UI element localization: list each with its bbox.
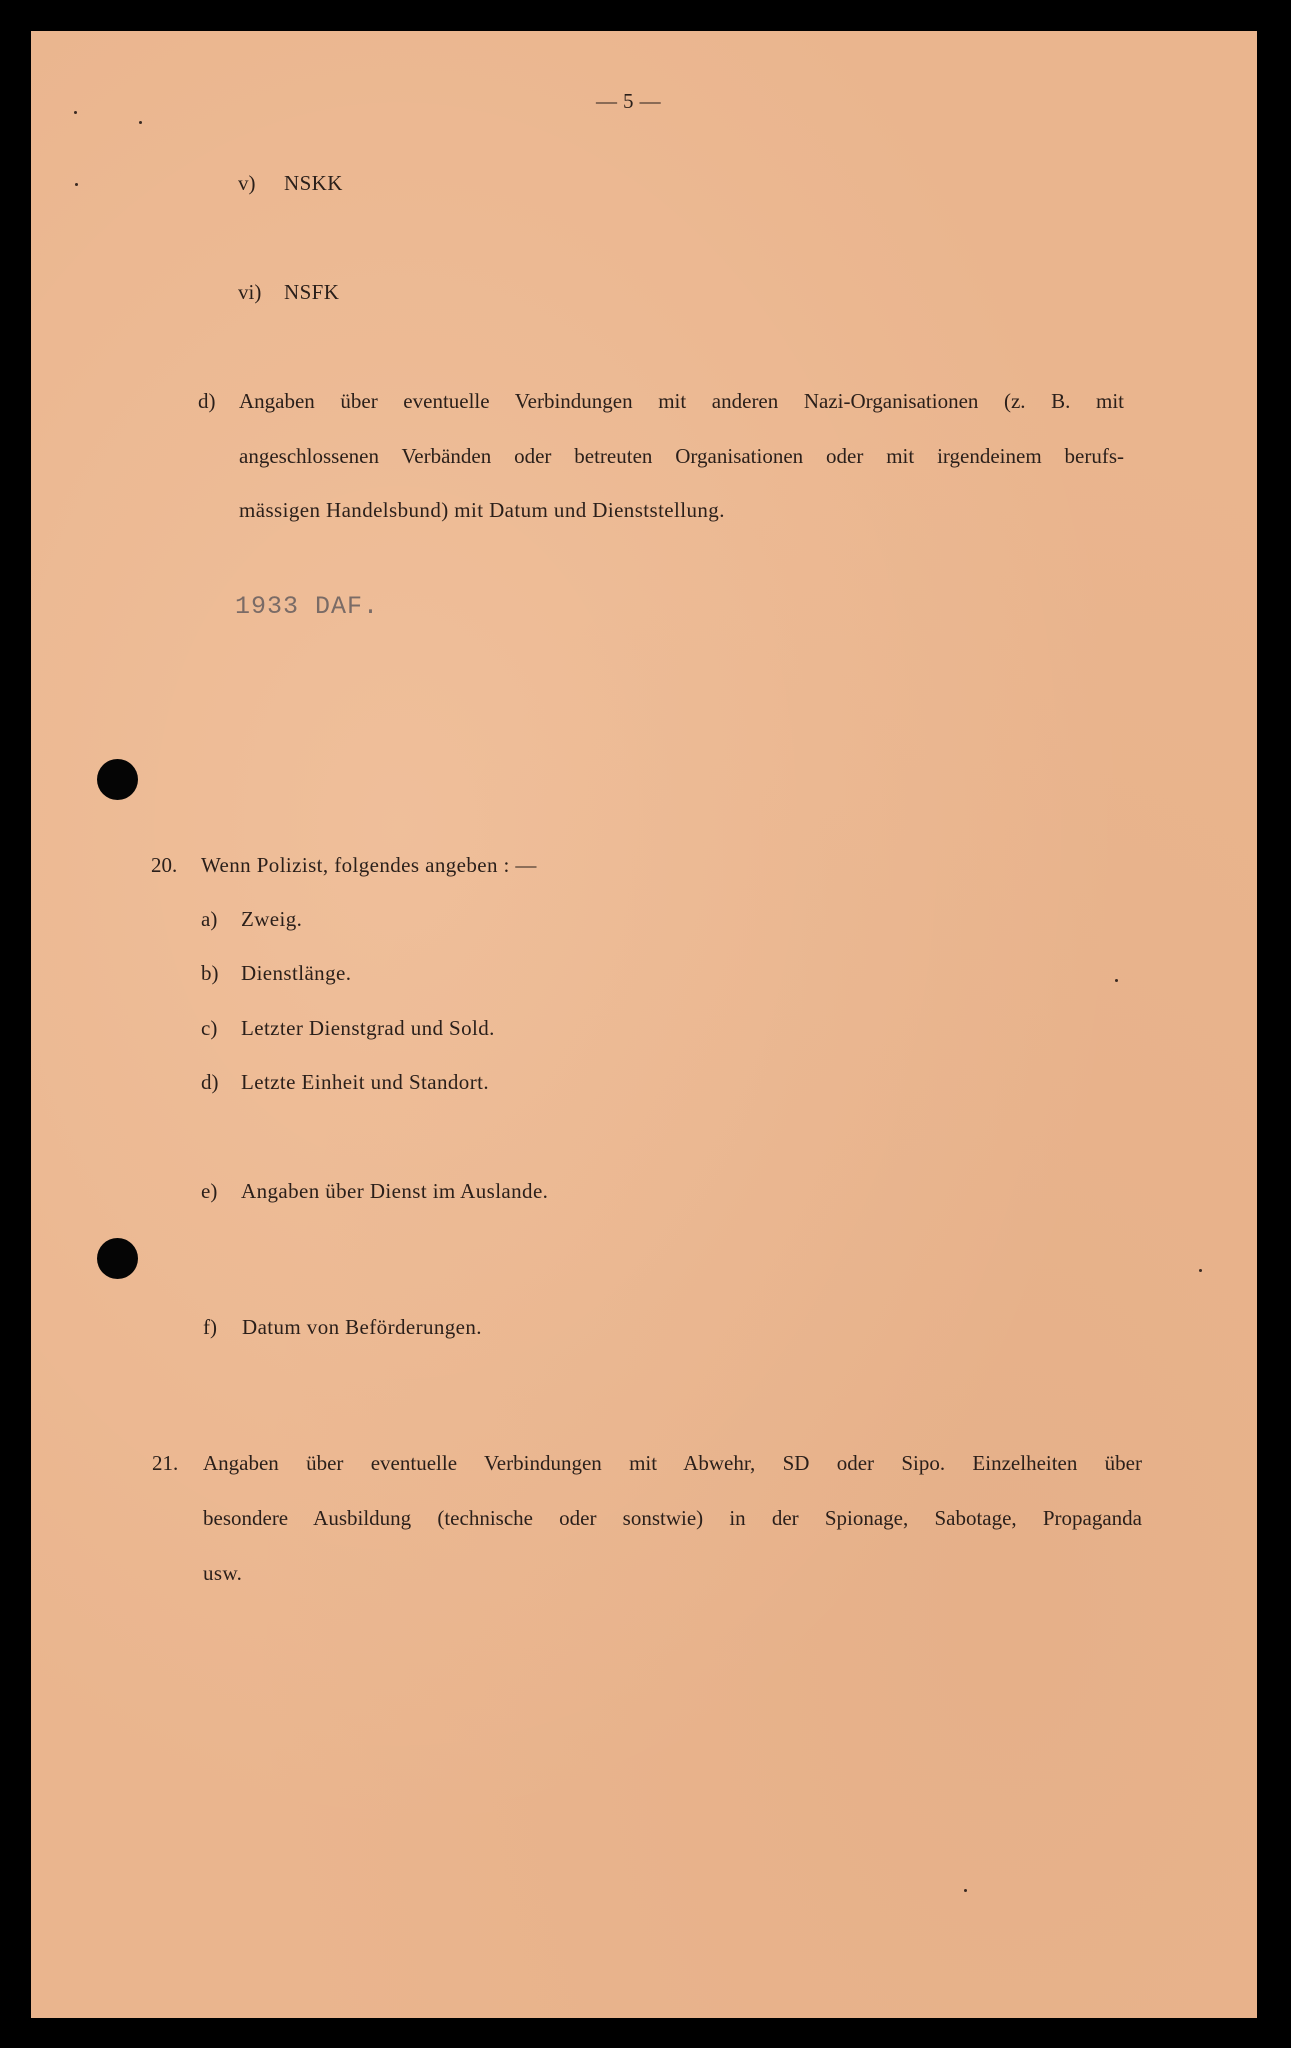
item-d-label: d) [198, 389, 216, 413]
q21-number: 21. [152, 1451, 179, 1475]
item-d-line-1: Angaben über eventuelle Verbindungen mit anderen Nazi-Organisationen (z. B. mit [239, 389, 1124, 413]
q21-line-1: Angaben über eventuelle Verbindungen mit Abwehr, SD oder Sipo. Einzelheiten über [203, 1451, 1142, 1475]
item-vi-text: NSFK [284, 280, 340, 304]
q20-b-label: b) [201, 961, 219, 985]
q20-d-label: d) [201, 1070, 219, 1094]
punch-hole-bottom [97, 1238, 138, 1279]
q20-text: Wenn Polizist, folgendes angeben : — [201, 853, 537, 877]
item-v-label: v) [238, 171, 256, 195]
q20-f-label: f) [203, 1315, 217, 1339]
typed-answer: 1933 DAF. [235, 592, 380, 621]
item-vi-label: vi) [238, 280, 262, 304]
q20-number: 20. [151, 853, 178, 877]
paper-speck [74, 111, 77, 114]
paper-speck [75, 183, 78, 186]
paper-speck [964, 1889, 967, 1892]
page-number: — 5 — [596, 89, 661, 113]
item-d-line-2: angeschlossenen Verbänden oder betreuten Organisationen oder mit irgendeinem berufs- [239, 444, 1124, 468]
paper-speck [1199, 1269, 1202, 1272]
punch-hole-top [97, 759, 138, 800]
paper-speck [139, 121, 142, 124]
q20-c-label: c) [201, 1016, 218, 1040]
item-v-text: NSKK [284, 171, 343, 195]
document-page [31, 31, 1257, 2018]
paper-speck [1115, 979, 1118, 982]
q20-e-label: e) [201, 1179, 218, 1203]
q20-d-text: Letzte Einheit und Standort. [241, 1070, 489, 1094]
q21-line-2: besondere Ausbildung (technische oder sonstwie) in der Spionage, Sabotage, Propaganda [203, 1506, 1142, 1530]
q20-c-text: Letzter Dienstgrad und Sold. [241, 1016, 495, 1040]
q21-line-3: usw. [203, 1561, 243, 1585]
item-d-line-3: mässigen Handelsbund) mit Datum und Dienststellung. [239, 498, 725, 522]
q20-e-text: Angaben über Dienst im Auslande. [241, 1179, 549, 1203]
q20-a-label: a) [201, 907, 218, 931]
q20-b-text: Dienstlänge. [241, 961, 352, 985]
q20-a-text: Zweig. [241, 907, 303, 931]
q20-f-text: Datum von Beförderungen. [242, 1315, 482, 1339]
